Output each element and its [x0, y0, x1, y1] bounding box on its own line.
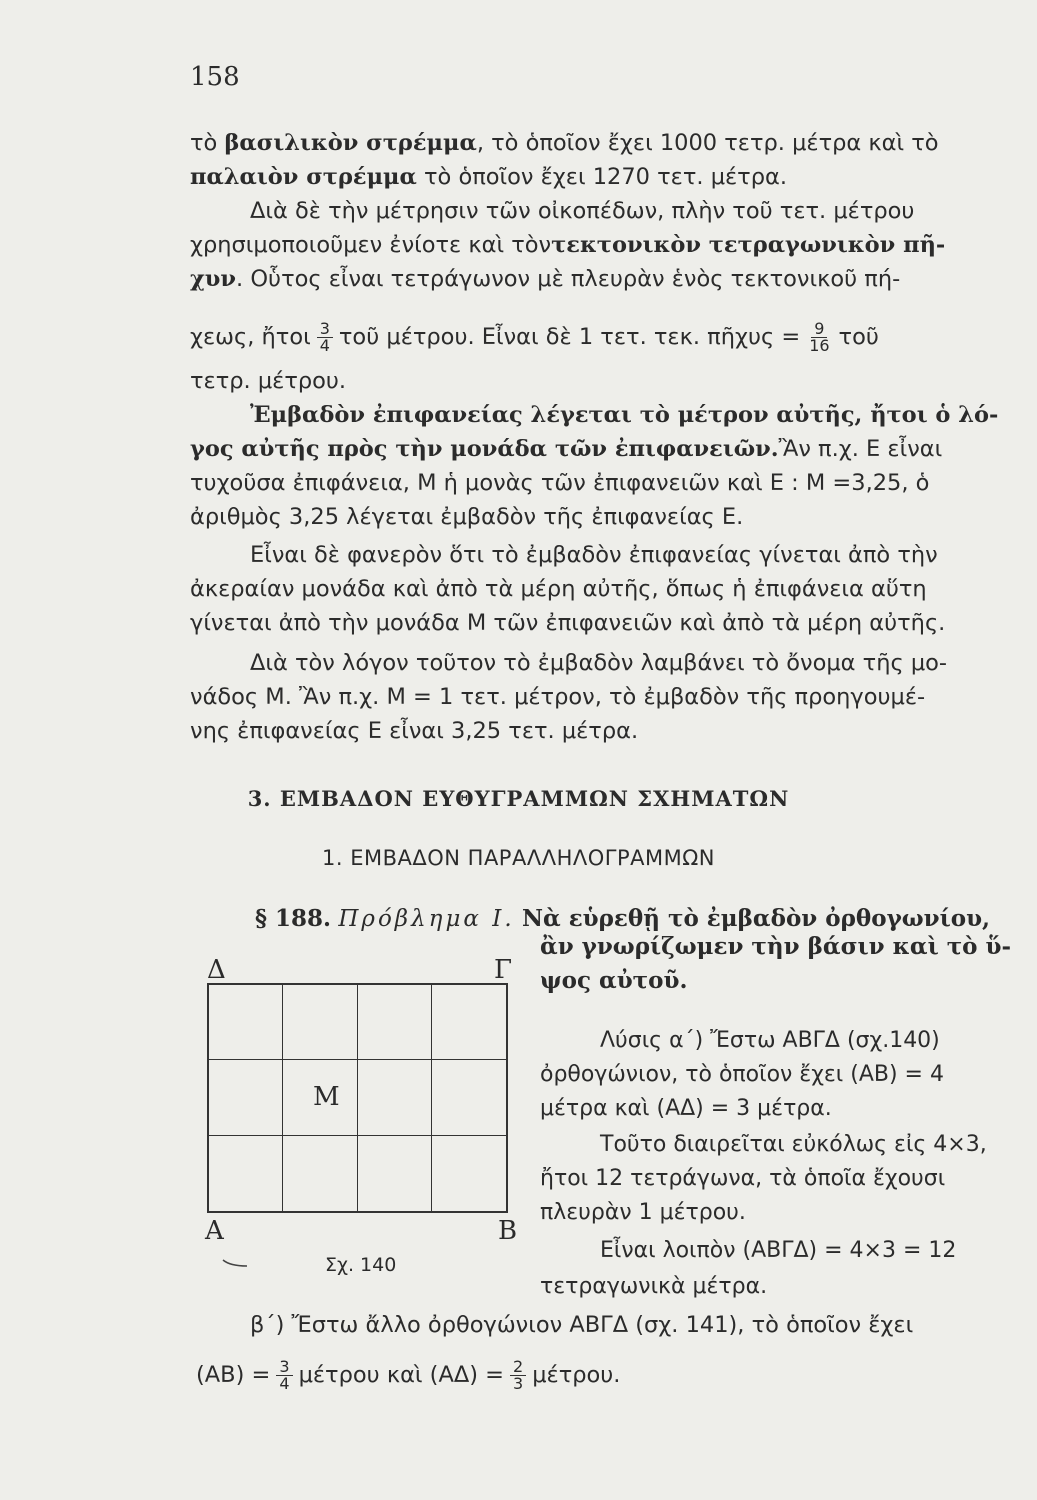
- definition-text: γος αὐτῆς πρὸς τὴν μονάδα τῶν ἐπιφανειῶν.: [190, 436, 779, 462]
- fraction-three-quarters: [276, 1356, 292, 1393]
- grid-cell: [432, 985, 506, 1060]
- text-span: Διὰ δὲ τὴν μέτρησιν τῶν οἰκοπέδων, πλὴν τοῦ τετ. μέτρου: [250, 198, 915, 224]
- text-span: ἤτοι 12 τετράγωνα, τὰ ὁποῖα ἔχουσι: [540, 1166, 946, 1191]
- grid-cell: [358, 985, 432, 1060]
- text-span: Τοῦτο διαιρεῖται εὐκόλως εἰς 4×3,: [600, 1132, 987, 1157]
- text-span: μέτρου καὶ (ΑΔ) =: [298, 1362, 505, 1388]
- problem-title: Νὰ εὑρεθῇ τὸ ἐμβαδὸν ὀρθογωνίου,: [521, 905, 991, 932]
- text-span: β΄) Ἔστω ἄλλο ὀρθογώνιον ΑΒΓΔ (σχ. 141), τὸ ὁποῖον ἔχει: [250, 1312, 914, 1338]
- grid-cell: [432, 1136, 506, 1211]
- figure-mark-icon: [222, 1258, 248, 1268]
- text-line-5: [190, 262, 1023, 296]
- solution-line-6: [540, 1196, 1030, 1230]
- solution-line-1: [600, 1024, 1030, 1058]
- grid-cell: [358, 1136, 432, 1211]
- rectangle-grid-figure: [207, 983, 508, 1213]
- grid-cell: [283, 985, 357, 1060]
- text-span: ἀριθμὸς 3,25 λέγεται ἐμβαδὸν τῆς ἐπιφανείας Ε.: [190, 504, 744, 530]
- fraction-denominator: 4: [279, 1373, 290, 1393]
- text-span: πλευρὰν 1 μέτρου.: [540, 1200, 746, 1225]
- text-line-2: [190, 160, 1023, 194]
- problem-title: ψος αὐτοῦ.: [540, 967, 688, 994]
- term-royal-stremma: βασιλικὸν στρέμμα: [224, 130, 477, 156]
- corner-label-beta: Β: [498, 1216, 518, 1246]
- text-line-7: [190, 364, 1023, 398]
- fraction-nine-sixteenths: [806, 318, 832, 355]
- solution-line-4: [600, 1128, 1030, 1162]
- page-number: 158: [190, 62, 240, 92]
- text-line-6: [190, 312, 1023, 362]
- grid-cell: [209, 985, 283, 1060]
- fraction-numerator: 2: [510, 1359, 526, 1376]
- text-line-4: [190, 228, 1023, 262]
- solution-line-7: [600, 1234, 1030, 1268]
- term-tektonikos-pichys: τεκτονικὸν τετραγωνικὸν πῆ-: [551, 232, 946, 258]
- text-span: Εἶναι δὲ φανερὸν ὅτι τὸ ἐμβαδὸν ἐπιφανείας γίνεται ἀπὸ τὴν: [250, 542, 938, 568]
- fraction-three-quarters: [317, 318, 333, 355]
- grid-cell: [358, 1060, 432, 1135]
- problem-number: § 188.: [255, 905, 332, 932]
- text-span: Εἶναι λοιπὸν (ΑΒΓΔ) = 4×3 = 12: [600, 1238, 957, 1263]
- grid-cell: [209, 1136, 283, 1211]
- corner-label-delta: Δ: [207, 955, 226, 985]
- definition-line-2: [190, 432, 1023, 466]
- text-span: τὸ: [190, 130, 218, 156]
- text-span: τοῦ μέτρου. Εἶναι δὲ 1 τετ. τεκ. πῆχυς =: [338, 324, 801, 350]
- figure-caption: Σχ. 140: [325, 1254, 397, 1276]
- solution-line-3: [540, 1092, 1030, 1126]
- text-span: τυχοῦσα ἐπιφάνεια, Μ ἡ μονὰς τῶν ἐπιφανειῶν καὶ Ε : Μ =3,25, ὁ: [190, 470, 930, 496]
- text-span: . Οὗτος εἶναι τετράγωνον μὲ πλευρὰν ἑνὸς τεκτονικοῦ πή-: [236, 266, 901, 292]
- fraction-numerator: 3: [276, 1359, 292, 1376]
- text-span: ὀρθογώνιον, τὸ ὁποῖον ἔχει (ΑΒ) = 4: [540, 1062, 944, 1087]
- section-heading: 3. ΕΜΒΑΔΟΝ ΕΥΘΥΓΡΑΜΜΩΝ ΣΧΗΜΑΤΩΝ: [247, 786, 790, 811]
- fraction-denominator: 4: [319, 335, 330, 355]
- fraction-denominator: 3: [513, 1373, 524, 1393]
- fraction-numerator: 9: [811, 321, 827, 338]
- text-line-10: [190, 466, 1023, 500]
- text-line-17: [190, 714, 1023, 748]
- text-span: Ἂν π.χ. Ε εἶναι: [778, 436, 943, 462]
- fraction-numerator: 3: [317, 321, 333, 338]
- text-line-16: [190, 680, 1023, 714]
- text-line-12: [250, 538, 1023, 572]
- text-line-13: [190, 572, 1023, 606]
- solution-line-8: [540, 1270, 1030, 1304]
- text-line-3: [250, 194, 1023, 228]
- grid-cell: [209, 1060, 283, 1135]
- problem-title-line-2: [540, 930, 1030, 964]
- grid-cell: [432, 1060, 506, 1135]
- text-span: ἀκεραίαν μονάδα καὶ ἀπὸ τὰ μέρη αὐτῆς, ὅπως ἡ ἐπιφάνεια αὕτη: [190, 576, 927, 602]
- grid-cell: [283, 1136, 357, 1211]
- text-span: Λύσις α΄) Ἔστω ΑΒΓΔ (σχ.140): [600, 1028, 940, 1053]
- term-old-stremma: παλαιὸν στρέμμα: [190, 164, 417, 190]
- text-span: μέτρου.: [532, 1362, 621, 1388]
- text-span: γίνεται ἀπὸ τὴν μονάδα Μ τῶν ἐπιφανειῶν καὶ ἀπὸ τὰ μέρη αὐτῆς.: [190, 610, 946, 636]
- term-pichys-end: χυν: [190, 266, 237, 292]
- solution-line-2: [540, 1058, 1030, 1092]
- definition-text: Ἐμβαδὸν ἐπιφανείας λέγεται τὸ μέτρον αὐτῆς, ἤτοι ὁ λό-: [250, 402, 999, 428]
- text-line-11: [190, 500, 1023, 534]
- text-span: τετραγωνικὰ μέτρα.: [540, 1274, 768, 1299]
- problem-title-line-3: [540, 964, 1030, 998]
- text-span: τετρ. μέτρου.: [190, 368, 347, 394]
- text-line-15: [250, 646, 1023, 680]
- text-span: χρησιμοποιοῦμεν ἐνίοτε καὶ τὸν: [190, 232, 552, 258]
- corner-label-alpha: Α: [205, 1216, 224, 1246]
- text-span: νης ἐπιφανείας Ε εἶναι 3,25 τετ. μέτρα.: [190, 718, 639, 744]
- corner-label-gamma: Γ: [494, 955, 513, 985]
- problem-label: Πρόβλημα Ι.: [338, 906, 515, 932]
- text-line-tail-2: [196, 1350, 896, 1400]
- fraction-denominator: 16: [809, 335, 830, 355]
- definition-line-1: [250, 398, 1023, 432]
- text-span: νάδος Μ. Ἂν π.χ. Μ = 1 τετ. μέτρον, τὸ ἐμβαδὸν τῆς προηγουμέ-: [190, 684, 926, 710]
- text-span: μέτρα καὶ (ΑΔ) = 3 μέτρα.: [540, 1096, 832, 1121]
- unit-label-m: Μ: [313, 1082, 340, 1112]
- text-line-tail-1: [250, 1308, 1023, 1342]
- text-span: , τὸ ὁποῖον ἔχει 1000 τετρ. μέτρα καὶ τὸ: [476, 130, 939, 156]
- text-line-14: [190, 606, 1023, 640]
- fraction-two-thirds: [510, 1356, 526, 1393]
- text-span: τοῦ: [838, 324, 879, 350]
- subsection-heading: 1. ΕΜΒΑΔΟΝ ΠΑΡΑΛΛΗΛΟΓΡΑΜΜΩΝ: [322, 846, 715, 870]
- text-span: τὸ ὁποῖον ἔχει 1270 τετ. μέτρα.: [424, 164, 787, 190]
- text-line-1: [190, 126, 1023, 160]
- problem-title: ἂν γνωρίζωμεν τὴν βάσιν καὶ τὸ ὕ-: [540, 933, 1012, 960]
- text-span: χεως, ἤτοι: [190, 324, 311, 350]
- text-span: (ΑΒ) =: [196, 1362, 271, 1388]
- solution-line-5: [540, 1162, 1030, 1196]
- text-span: Διὰ τὸν λόγον τοῦτον τὸ ἐμβαδὸν λαμβάνει τὸ ὄνομα τῆς μο-: [250, 650, 948, 676]
